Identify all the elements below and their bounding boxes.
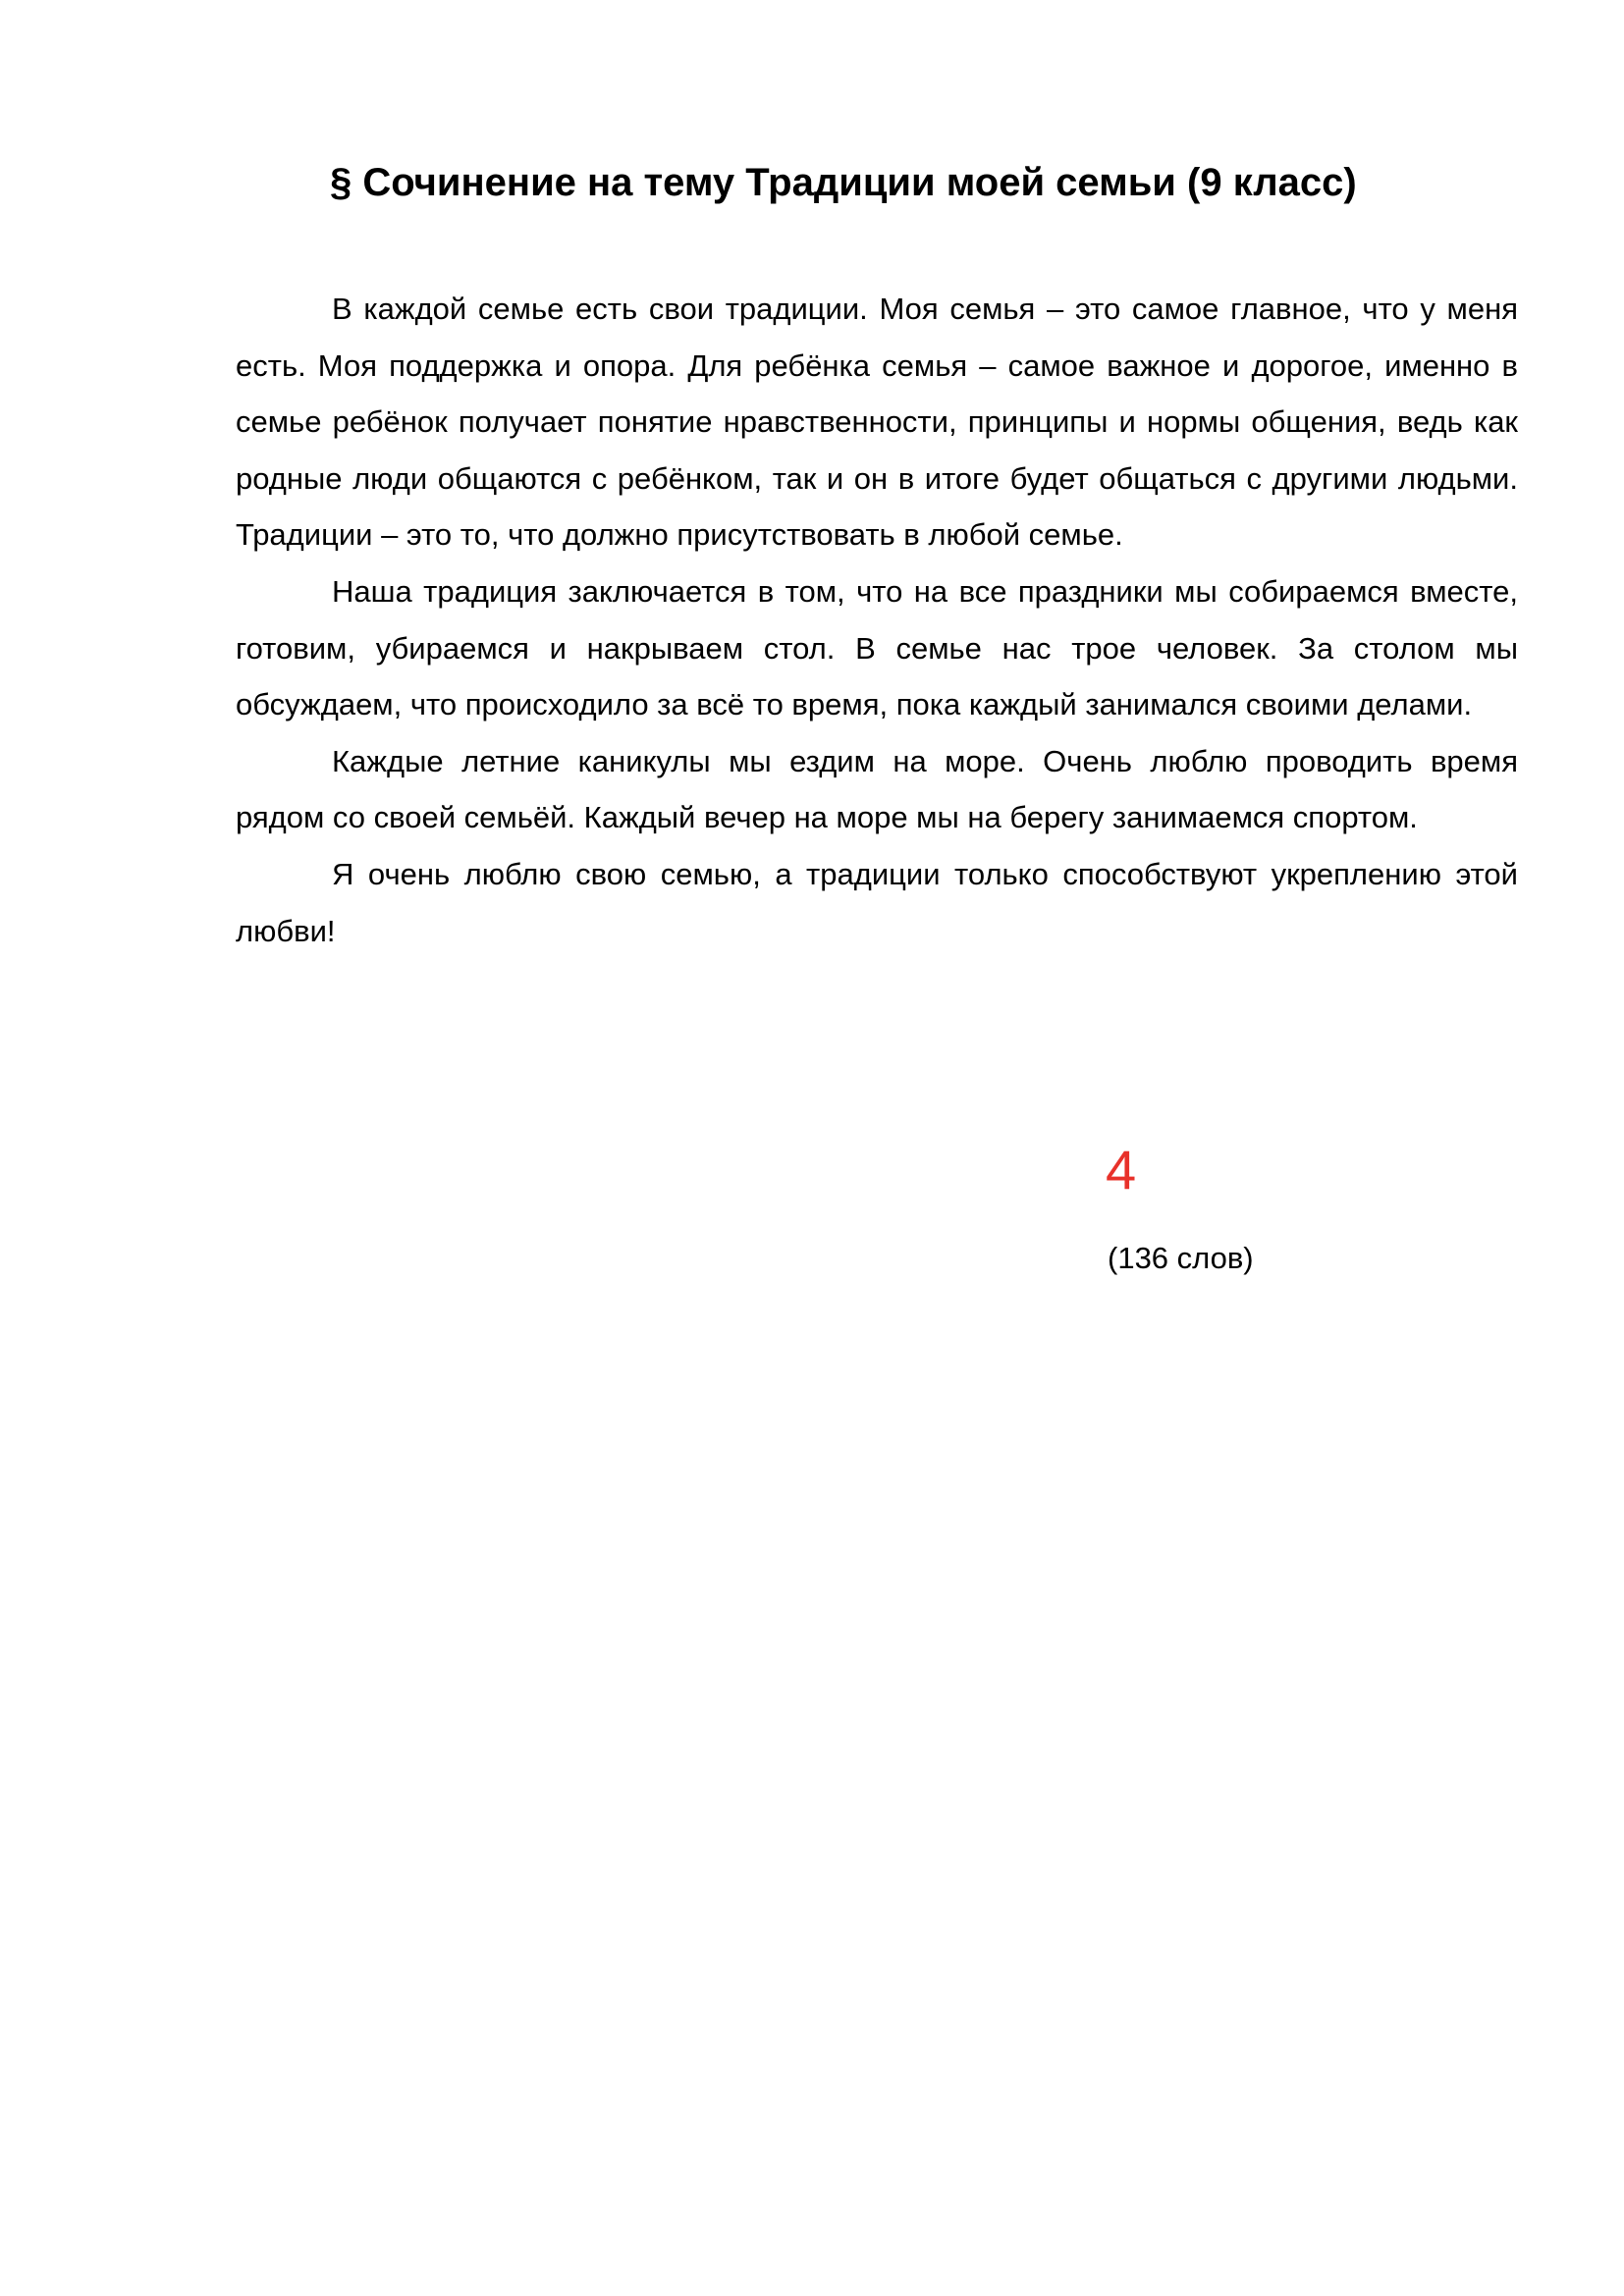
essay-title: § Сочинение на тему Традиции моей семьи (9 класс) [330,161,1357,204]
essay-paragraph-3: Каждые летние каникулы мы ездим на море. Очень люблю проводить время рядом со своей семьёй. Каждый вечер на море мы на берегу занимаемся спортом. [236,743,1518,835]
essay-body [236,281,1518,959]
word-count: (136 слов) [1108,1241,1254,1275]
grade-mark: 4 [1106,1139,1137,1201]
essay-paragraph-1: В каждой семье есть свои традиции. Моя семья – это самое главное, что у меня есть. Моя поддержка и опора. Для ребёнка семья – самое важное и дорогое, именно в семье ребёнок получает понятие нравственности, принципы и нормы общения, ведь как родные люди общаются с ребёнком, так и он в итоге будет общаться с другими людьми. Традиции – это то, что должно присутствовать в любой семье. [236,292,1518,553]
essay-paragraph-2: Наша традиция заключается в том, что на все праздники мы собираемся вместе, готовим, убираемся и накрываем стол. В семье нас трое человек. За столом мы обсуждаем, что происходило за всё то время, пока каждый занимался своими делами. [236,573,1518,722]
essay-paragraph-4: Я очень люблю свою семью, а традиции только способствуют укреплению этой любви! [236,856,1518,948]
